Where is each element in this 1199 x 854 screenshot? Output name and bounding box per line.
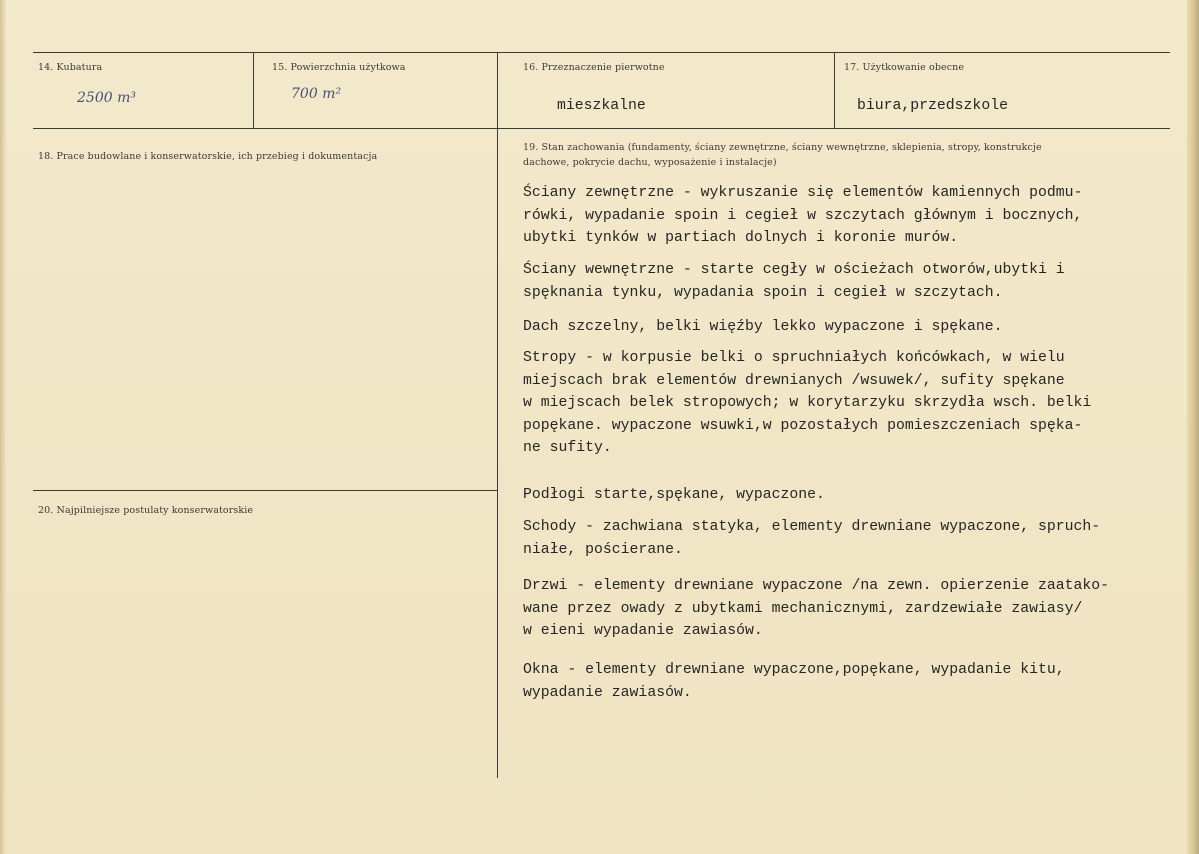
- condition-line: niałe, pościerane.: [523, 541, 683, 558]
- condition-para-8: [523, 659, 1065, 704]
- condition-line: Ściany zewnętrzne - wykruszanie się elementów kamiennych podmu-: [523, 185, 1083, 201]
- condition-line: Stropy - w korpusie belki o spruchniałych końcówkach, w wielu: [523, 350, 1065, 366]
- condition-para-5: [523, 484, 825, 507]
- field-14-value: [77, 90, 136, 106]
- row2-divider-rule: [33, 490, 497, 491]
- col-divider-1: [253, 52, 254, 128]
- condition-line: Schody - zachwiana statyka, elementy drewniane wypaczone, spruch-: [523, 519, 1101, 535]
- field-17-value: biura,przedszkole: [857, 98, 1008, 114]
- condition-line: w miejscach belek stropowych; w korytarzyku skrzydła wsch. belki: [523, 395, 1092, 411]
- card-left-edge: [0, 0, 6, 854]
- condition-line: Drzwi - elementy drewniane wypaczone /na zewn. opierzenie zaatako-: [523, 578, 1110, 594]
- condition-para-7: [523, 575, 1109, 643]
- field-17-label: 17. Użytkowanie obecne: [844, 62, 965, 73]
- condition-line: popękane. wypaczone wsuwki,w pozostałych pomieszczeniach spęka-: [523, 417, 1083, 434]
- condition-para-6: [523, 516, 1100, 561]
- card-right-edge: [1187, 0, 1199, 854]
- condition-para-4: [523, 347, 1091, 460]
- row1-bottom-rule: [33, 128, 1170, 129]
- top-rule: [33, 52, 1170, 53]
- condition-line: Dach szczelny, belki więźby lekko wypaczone i spękane.: [523, 319, 1003, 335]
- field-14-value-text: 2500 m³: [77, 90, 136, 106]
- field-16-label: 16. Przeznaczenie pierwotne: [523, 62, 665, 73]
- field-15-value-text: 700 m²: [291, 86, 342, 102]
- field-16-value: mieszkalne: [557, 98, 646, 114]
- condition-line: wypadanie zawiasów.: [523, 684, 692, 701]
- condition-para-2: [523, 259, 1065, 304]
- condition-line: Okna - elementy drewniane wypaczone,popękane, wypadanie kitu,: [523, 662, 1065, 678]
- condition-line: Ściany wewnętrzne - starte cegły w ościeżach otworów,ubytki i: [523, 262, 1065, 278]
- condition-line: rówki, wypadanie spoin i cegieł w szczytach głównym i bocznych,: [523, 207, 1083, 224]
- field-19-label: 19. Stan zachowania (fundamenty, ściany zewnętrzne, ściany wewnętrzne, sklepienia, stropy, konstrukcje dachowe, pokrycie dachu, wyposażenie i instalacje): [523, 142, 1042, 168]
- condition-line: ne sufity.: [523, 440, 612, 456]
- condition-line: miejscach brak elementów drewnianych /wsuwek/, sufity spękane: [523, 372, 1065, 389]
- field-15-value: [291, 86, 341, 102]
- col-divider-main: [497, 52, 498, 778]
- field-18-label: 18. Prace budowlane i konserwatorskie, ich przebieg i dokumentacja: [38, 151, 378, 162]
- field-20-label: 20. Najpilniejsze postulaty konserwatorskie: [38, 505, 254, 516]
- condition-line: spęknania tynku, wypadania spoin i cegieł w szczytach.: [523, 284, 1003, 301]
- condition-line: w eieni wypadanie zawiasów.: [523, 623, 763, 639]
- condition-line: Podłogi starte,spękane, wypaczone.: [523, 487, 825, 503]
- condition-line: wane przez owady z ubytkami mechanicznymi, zardzewiałe zawiasy/: [523, 600, 1083, 617]
- condition-para-3: [523, 316, 1003, 339]
- field-15-label: 15. Powierzchnia użytkowa: [272, 62, 406, 73]
- condition-line: ubytki tynków w partiach dolnych i koronie murów.: [523, 230, 959, 246]
- condition-para-1: [523, 182, 1082, 250]
- col-divider-3: [834, 52, 835, 128]
- field-14-label: 14. Kubatura: [38, 62, 103, 73]
